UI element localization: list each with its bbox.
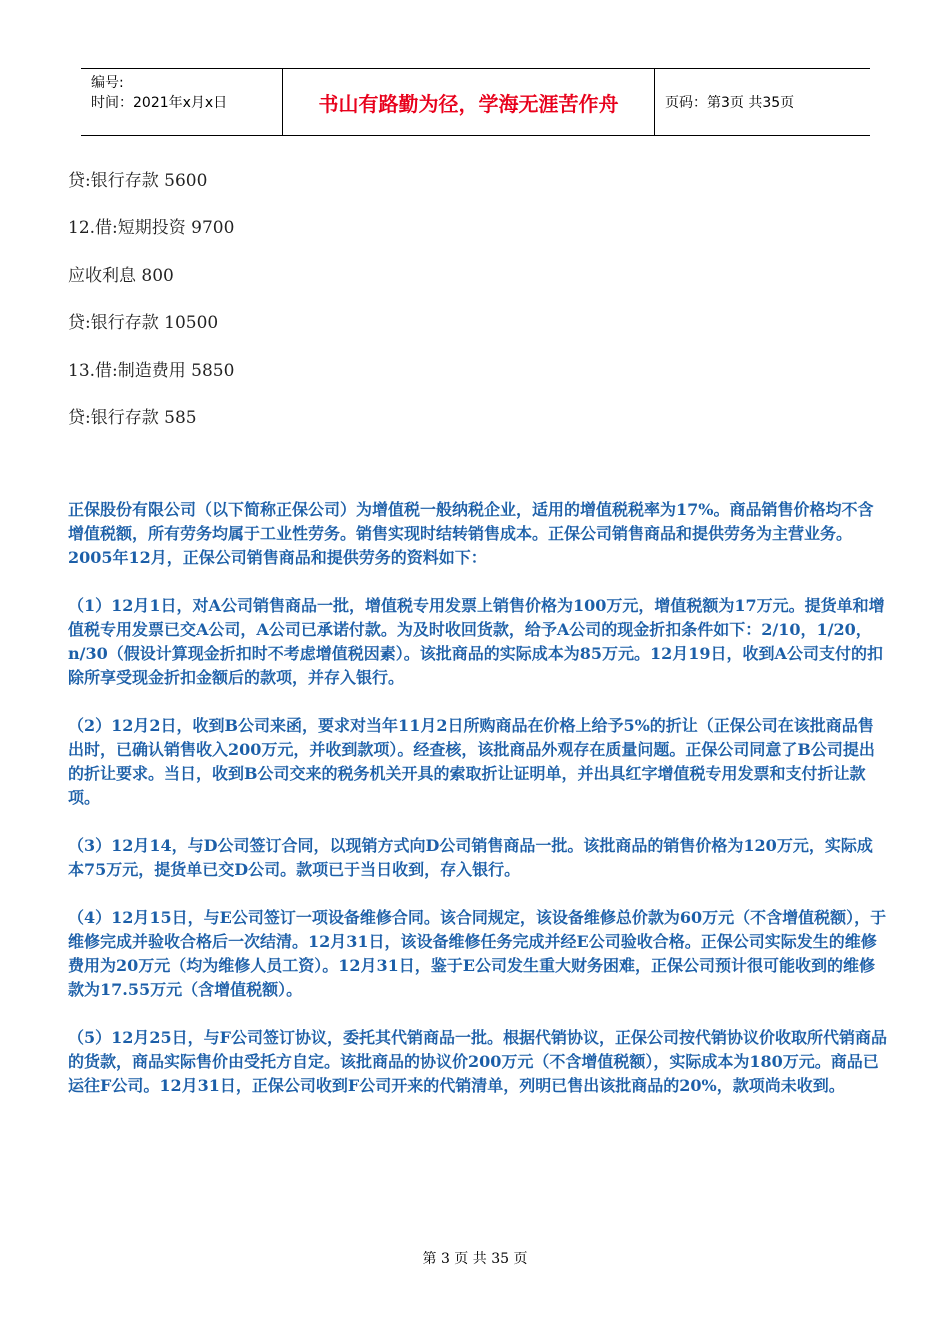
journal-entry: 13.借:制造费用 5850 [68, 360, 235, 381]
problem-item-5: （5）12月25日，与F公司签订协议，委托其代销商品一批。根据代销协议，正保公司按代销协议价收取所代销商品的货款，商品实际售价由受托方自定。该批商品的协议价200万元（不含增值税额），实际成本为180万元。商品已运往F公司。12月31日，正保公司收到F公司开来的代销清单，列明已售出该批商品的20%，款项尚未收到。 [68, 1028, 888, 1095]
problem-item-3: （3）12月14，与D公司签订合同，以现销方式向D公司销售商品一批。该批商品的销售价格为120万元，实际成本75万元，提货单已交D公司。款项已于当日收到，存入银行。 [68, 836, 873, 879]
journal-entry: 贷:银行存款 10500 [68, 313, 219, 334]
page-header [81, 68, 870, 136]
journal-entry: 贷:银行存款 5600 [68, 171, 208, 191]
header-motto: 书山有路勤为径，学海无涯苦作舟 [283, 69, 655, 135]
number-label: 编号: [91, 75, 124, 91]
problem-text [68, 498, 888, 1122]
problem-item-2: （2）12月2日，收到B公司来函，要求对当年11月2日所购商品在价格上给予5%的折让（正保公司在该批商品售出时，已确认销售收入200万元，并收到款项）。经查核，该批商品外观存在质量问题。正保公司同意了B公司提出的折让要求。当日，收到B公司交来的税务机关开具的索取折让证明单，并出具红字增值税专用发票和支付折让款项。 [68, 716, 875, 807]
time-label: 时间：2021年x月x日 [91, 95, 228, 111]
page-footer: 第 3 页 共 35 页 [422, 1251, 528, 1267]
header-meta [81, 69, 283, 135]
journal-entry: 应收利息 800 [68, 265, 174, 286]
journal-entries [68, 166, 234, 450]
header-page-code: 页码：第3页 共35页 [665, 95, 795, 111]
problem-item-4: （4）12月15日，与E公司签订一项设备维修合同。该合同规定，该设备维修总价款为60万元（不含增值税额），于维修完成并验收合格后一次结清。12月31日，该设备维修任务完成并经E公司验收合格。正保公司实际发生的维修费用为20万元（均为维修人员工资）。12月31日，鉴于E公司发生重大财务困难，正保公司预计很可能收到的维修款为17.55万元（含增值税额）。 [68, 908, 887, 999]
journal-entry: 12.借:短期投资 9700 [68, 218, 235, 239]
journal-entry: 贷:银行存款 585 [68, 407, 197, 428]
problem-item-1: （1）12月1日，对A公司销售商品一批，增值税专用发票上销售价格为100万元，增值税额为17万元。提货单和增值税专用发票已交A公司，A公司已承诺付款。为及时收回货款，给予A公司的现金折扣条件如下：2/10，1/20，n/30（假设计算现金折扣时不考虑增值税因素）。该批商品的实际成本为85万元。12月19日，收到A公司支付的扣除所享受现金折扣金额后的款项，并存入银行。 [68, 596, 885, 687]
problem-intro: 正保股份有限公司（以下简称正保公司）为增值税一般纳税企业，适用的增值税税率为17%。商品销售价格均不含增值税额，所有劳务均属于工业性劳务。销售实现时结转销售成本。正保公司销售商品和提供劳务为主营业务。2005年12月，正保公司销售商品和提供劳务的资料如下： [68, 500, 874, 567]
